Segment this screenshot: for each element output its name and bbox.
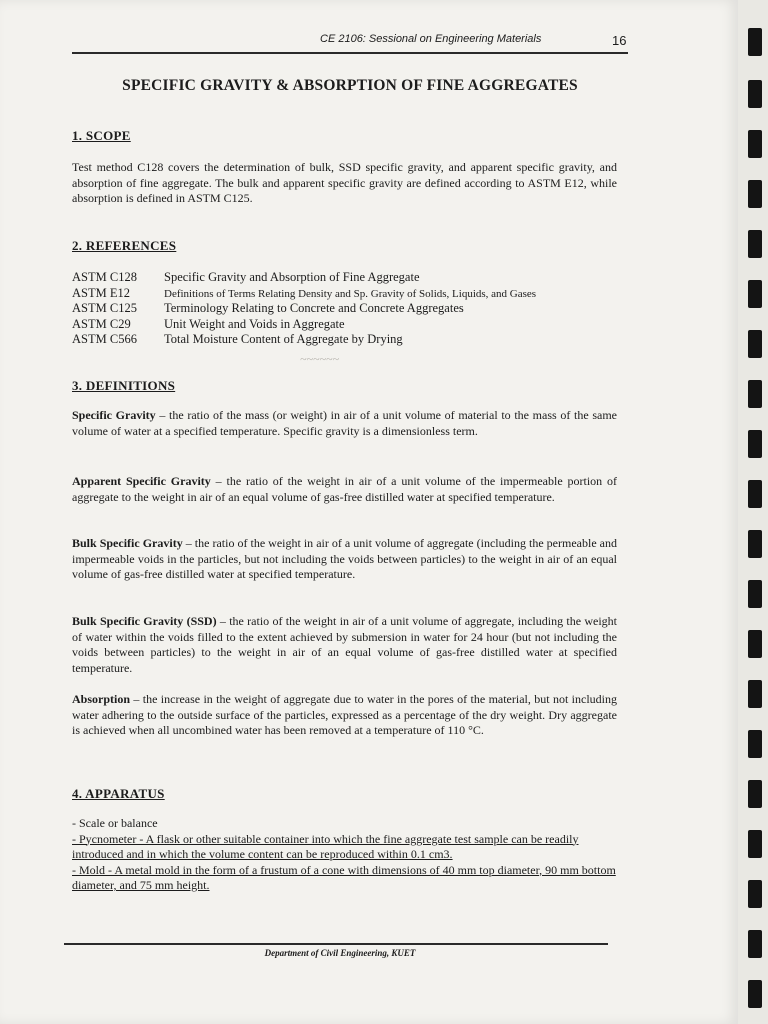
apparatus-heading: 4. APPARATUS [72, 786, 165, 801]
definition-bulk-sg [72, 536, 617, 583]
binding-ring [748, 80, 762, 108]
reference-code: ASTM C29 [72, 316, 131, 331]
reference-row [72, 332, 536, 348]
binding-ring [748, 280, 762, 308]
definition-term: Absorption [72, 692, 131, 706]
reference-description: Definitions of Terms Relating Density and Sp. Gravity of Solids, Liquids, and Gases [164, 287, 537, 300]
reference-code: ASTM E12 [72, 285, 130, 300]
binding-ring [748, 430, 762, 458]
binding-ring [748, 330, 762, 358]
reference-description: Specific Gravity and Absorption of Fine Aggregate [164, 270, 420, 284]
definition-term: Bulk Specific Gravity [72, 536, 183, 550]
course-header: CE 2106: Sessional on Engineering Materials [320, 33, 542, 45]
binding-ring [748, 880, 762, 908]
binding-ring [748, 530, 762, 558]
reference-row [72, 317, 536, 333]
reference-row [72, 301, 536, 317]
reference-code: ASTM C128 [72, 270, 137, 284]
page-title: SPECIFIC GRAVITY & ABSORPTION OF FINE AGGREGATES [122, 77, 578, 94]
reference-description: Unit Weight and Voids in Aggregate [164, 316, 345, 331]
spiral-binding [738, 0, 768, 1024]
reference-row [72, 286, 536, 302]
definition-term: Apparent Specific Gravity [72, 474, 211, 488]
footer-rule [64, 943, 608, 945]
apparatus-item: - Pycnometer - A flask or other suitable container into which the fine aggregate test sample can be readily introduced and in which the volume content can be reproduced within 0.1 cm3. [72, 831, 579, 861]
reference-code: ASTM C566 [72, 332, 137, 346]
binding-ring [748, 930, 762, 958]
references-table [72, 270, 536, 348]
binding-ring [748, 830, 762, 858]
scope-text: Test method C128 covers the determination of bulk, SSD specific gravity, and apparent specific gravity, and absorption of fine aggregate. The bulk and apparent specific gravity are defined according to ASTM E12, while absorption is defined in ASTM C125. [72, 160, 617, 205]
reference-code: ASTM C125 [72, 301, 137, 315]
binding-ring [748, 480, 762, 508]
definition-term: Bulk Specific Gravity (SSD) [72, 614, 217, 628]
binding-ring [748, 380, 762, 408]
definition-text: – the ratio of the weight in air of a unit volume of the impermeable portion of aggregate to the weight in air of an equal volume of gas-free distilled water at specified temperature. [72, 474, 617, 504]
definition-text: – the ratio of the weight in air of a unit volume of aggregate (including the permeable and impermeable voids in the particles, but not including the voids between particles) to the weight in air of an equal volume of gas-free distilled water at specified temperature. [72, 536, 617, 581]
binding-ring [748, 580, 762, 608]
apparatus-list [72, 816, 617, 894]
faint-handwriting: ~~~~~~ [300, 352, 339, 366]
definition-specific-gravity [72, 408, 617, 439]
reference-description: Total Moisture Content of Aggregate by Drying [164, 332, 403, 346]
binding-ring [748, 980, 762, 1008]
references-heading: 2. REFERENCES [72, 238, 177, 253]
definition-text: – the ratio of the mass (or weight) in air of a unit volume of material to the mass of the same volume of water at a specified temperature. Specific gravity is a dimensionless term. [72, 408, 617, 438]
binding-ring [748, 180, 762, 208]
binding-ring [748, 680, 762, 708]
reference-description: Terminology Relating to Concrete and Concrete Aggregates [164, 301, 464, 315]
scope-heading: 1. SCOPE [72, 128, 131, 143]
definition-text: – the increase in the weight of aggregate due to water in the pores of the material, but not including water adhering to the outside surface of the particles, expressed as a percentage of the dry weight. Dry aggregate is achieved when all uncombined water has been removed at a temperature of 110 °C. [72, 692, 617, 737]
apparatus-item: - Scale or balance [72, 816, 158, 830]
binding-ring [748, 130, 762, 158]
definition-text: – the ratio of the weight in air of a unit volume of aggregate, including the weight of water within the voids filled to the extent achieved by submersion in water for 24 hour (but not including the voids between particles) to the weight in air of an equal volume of gas-free distilled water at specified temperature. [72, 614, 617, 675]
binding-ring [748, 730, 762, 758]
definition-apparent-sg [72, 474, 617, 505]
binding-ring [748, 630, 762, 658]
binding-ring [748, 230, 762, 258]
page-footer: Department of Civil Engineering, KUET [264, 948, 416, 958]
header-rule [72, 52, 628, 54]
definition-bulk-sg-ssd [72, 614, 617, 676]
page-number: 16 [612, 33, 627, 48]
definition-absorption [72, 692, 617, 739]
binding-ring [748, 28, 762, 56]
definition-term: Specific Gravity [72, 408, 156, 422]
definitions-heading: 3. DEFINITIONS [72, 378, 176, 393]
reference-row [72, 270, 536, 286]
binding-ring [748, 780, 762, 808]
apparatus-item: - Mold - A metal mold in the form of a frustum of a cone with dimensions of 40 mm top diameter, 90 mm bottom diameter, and 75 mm height. [72, 862, 616, 892]
